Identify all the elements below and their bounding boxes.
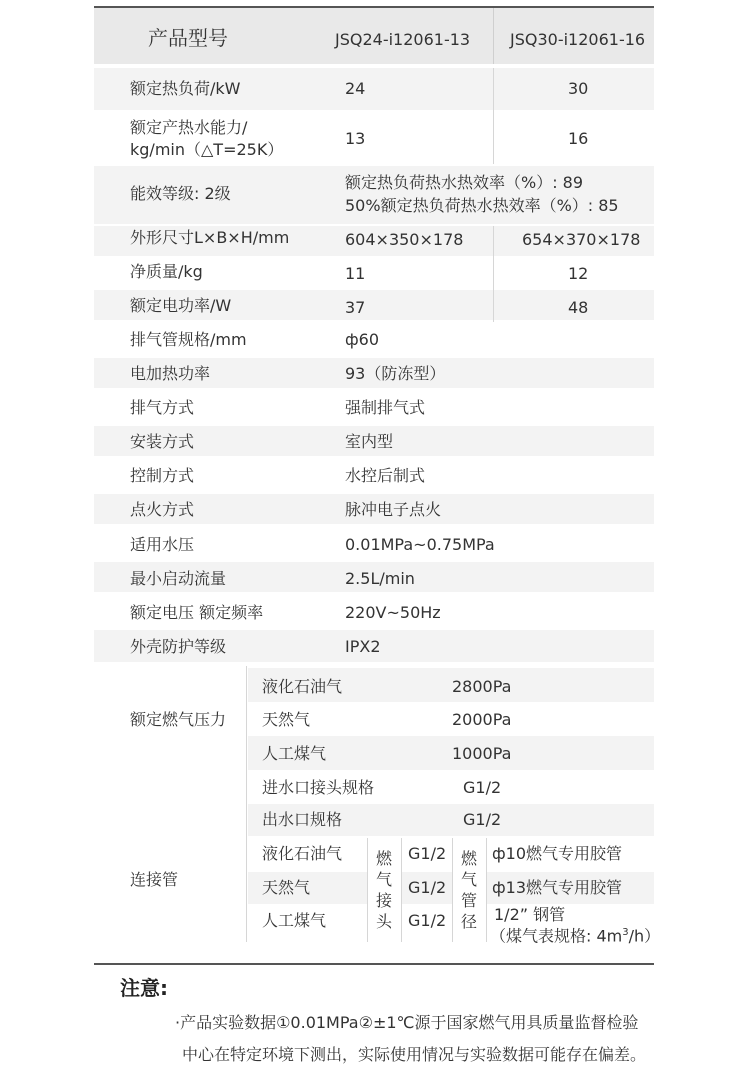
heat-load-v2: 30 (568, 79, 589, 98)
gas-pressure-label: 额定燃气压力 (130, 710, 227, 729)
ignition-label: 点火方式 (130, 500, 195, 519)
efficiency-line2: 50%额定热负荷热水热效率（%）: 85 (345, 196, 619, 215)
notes-line2: 中心在特定环境下测出，实际使用情况与实验数据可能存在偏差。 (182, 1045, 647, 1064)
conn-natural-pipe: ф13燃气专用胶管 (492, 878, 623, 897)
exhaust-pipe-label: 排气管规格/mm (130, 330, 247, 349)
water-out-value: G1/2 (463, 810, 502, 829)
gp-manmade-name: 人工煤气 (262, 744, 327, 763)
water-pressure-label: 适用水压 (130, 535, 195, 554)
min-flow-label: 最小启动流量 (130, 569, 227, 588)
gas-joint-label: 燃气接头 (375, 849, 392, 931)
control-label: 控制方式 (130, 466, 195, 485)
hot-water-label-1: 额定产热水能力/ (130, 118, 248, 137)
bottom-rule (94, 963, 654, 965)
heat-load-v1: 24 (345, 79, 366, 98)
control-value: 水控后制式 (345, 466, 426, 485)
hot-water-v2: 16 (568, 129, 589, 148)
gp-natural-value: 2000Pa (452, 710, 512, 729)
model-col2: JSQ30-i12061-16 (510, 30, 646, 49)
electric-heat-label: 电加热功率 (130, 364, 211, 383)
dimensions-label: 外形尺寸L×B×H/mm (130, 228, 290, 247)
conn-manmade-pipe-line1: 1/2” 钢管 (494, 905, 566, 924)
heat-load-label: 额定热负荷/kW (130, 79, 241, 98)
water-out-name: 出水口规格 (262, 810, 343, 829)
dimensions-v1: 604×350×178 (345, 230, 464, 249)
exhaust-pipe-value: ф60 (345, 330, 380, 349)
voltage-label: 额定电压 额定频率 (130, 603, 264, 622)
exhaust-mode-label: 排气方式 (130, 398, 195, 417)
gp-lpg-value: 2800Pa (452, 677, 512, 696)
install-value: 室内型 (345, 432, 394, 451)
water-in-name: 进水口接头规格 (262, 778, 375, 797)
efficiency-label: 能效等级: 2级 (130, 184, 231, 203)
gas-pipe-label: 燃气管径 (460, 849, 477, 931)
power-label: 额定电功率/W (130, 296, 232, 315)
water-pressure-value: 0.01MPa~0.75MPa (345, 535, 495, 554)
model-col1: JSQ24-i12061-13 (335, 30, 471, 49)
conn-natural-name: 天然气 (262, 878, 311, 897)
net-weight-v1: 11 (345, 264, 366, 283)
gp-lpg-name: 液化石油气 (262, 677, 343, 696)
conn-manmade-joint: G1/2 (408, 911, 447, 930)
dimensions-v2: 654×370×178 (522, 230, 641, 249)
hot-water-label-2: kg/min（△T=25K） (130, 140, 284, 159)
protection-label: 外壳防护等级 (130, 637, 227, 656)
gp-natural-name: 天然气 (262, 710, 311, 729)
notes-title: 注意: (120, 976, 168, 1000)
power-v1: 37 (345, 298, 366, 317)
power-v2: 48 (568, 298, 589, 317)
gp-manmade-value: 1000Pa (452, 744, 512, 763)
hot-water-v1: 13 (345, 129, 366, 148)
conn-lpg-joint: G1/2 (408, 844, 447, 863)
net-weight-label: 净质量/kg (130, 262, 203, 281)
water-in-value: G1/2 (463, 778, 502, 797)
exhaust-mode-value: 强制排气式 (345, 398, 426, 417)
protection-value: IPX2 (345, 637, 381, 656)
col-separator (401, 838, 402, 942)
net-weight-v2: 12 (568, 264, 589, 283)
col-separator (493, 226, 494, 322)
install-label: 安装方式 (130, 432, 195, 451)
header-separator (493, 8, 494, 64)
conn-lpg-name: 液化石油气 (262, 844, 343, 863)
min-flow-value: 2.5L/min (345, 569, 415, 588)
connection-label: 连接管 (130, 870, 179, 889)
conn-lpg-pipe: ф10燃气专用胶管 (492, 844, 623, 863)
group-separator (246, 666, 247, 942)
col-separator (493, 68, 494, 164)
conn-manmade-name: 人工煤气 (262, 911, 327, 930)
model-label: 产品型号 (148, 26, 228, 50)
conn-natural-joint: G1/2 (408, 878, 447, 897)
notes-line1: ·产品实验数据①0.01MPa②±1℃源于国家燃气用具质量监督检验 (175, 1013, 639, 1032)
efficiency-line1: 额定热负荷热水热效率（%）: 89 (345, 173, 584, 192)
ignition-value: 脉冲电子点火 (345, 500, 442, 519)
conn-manmade-pipe-line2: （煤气表规格: $4m^3/h$） (490, 926, 661, 946)
col-separator (486, 838, 487, 942)
voltage-value: 220V~50Hz (345, 603, 441, 622)
electric-heat-value: 93（防冻型） (345, 364, 446, 383)
